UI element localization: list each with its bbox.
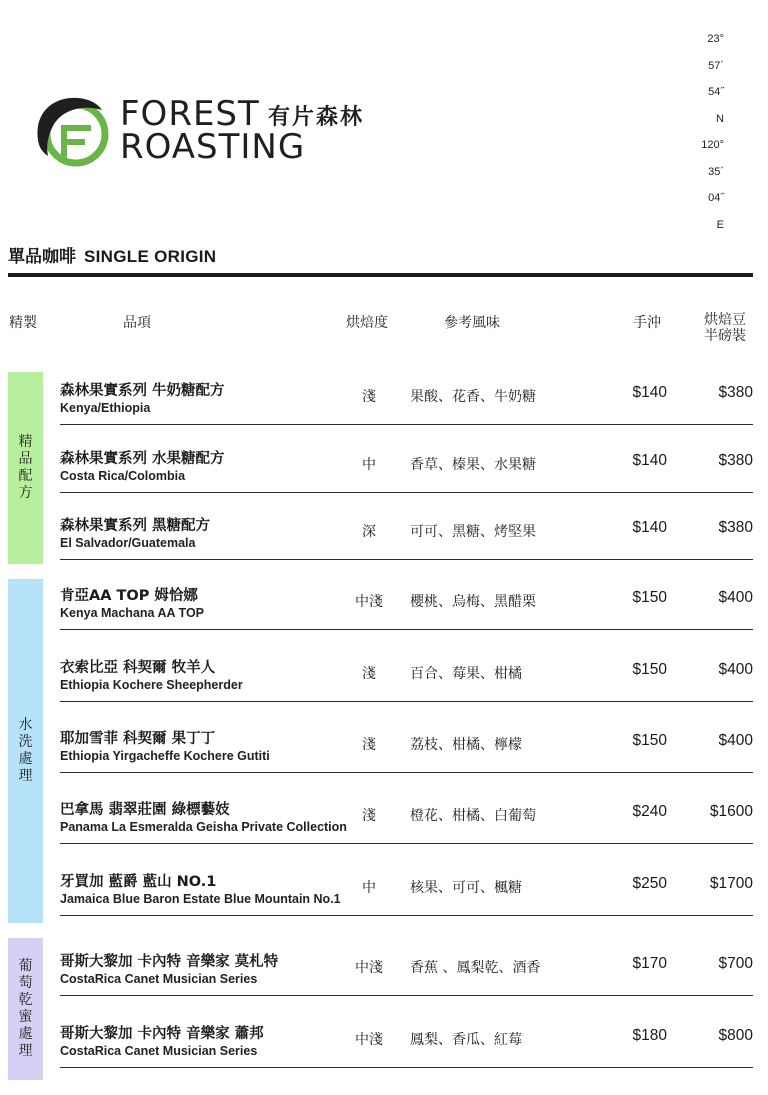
product-beans-price: $380 [718,519,753,536]
group-bar-raisin-honey [8,938,43,1080]
header-item: 品項 [123,315,151,331]
coord-lat-deg: 23° [707,33,724,45]
product-pour-over-price: $170 [632,955,667,972]
product-pour-over-price: $150 [632,732,667,749]
brand-name-line1: FOREST [120,94,260,134]
product-beans-price: $1600 [709,803,753,820]
product-row [60,423,753,493]
product-roast-level: 中淺 [355,594,383,610]
product-flavor-notes: 果酸、花香、牛奶糖 [410,389,536,405]
product-pour-over-price: $150 [632,589,667,606]
product-pour-over-price: $140 [632,452,667,469]
product-pour-over-price: $140 [632,384,667,401]
product-beans-price: $800 [718,1027,753,1044]
header-beans-line2: 半磅裝 [704,328,746,344]
section-title-en: SINGLE ORIGIN [84,247,217,266]
product-name-zh: 哥斯大黎加 卡內特 音樂家 蕭邦 [60,1026,264,1042]
product-name-en: Costa Rica/Colombia [60,469,186,483]
row-divider [60,843,753,845]
product-name-en: CostaRica Canet Musician Series [60,1044,258,1058]
group-label-raisin-honey: 葡萄乾蜜處理 [18,958,33,1059]
product-pour-over-price: $250 [632,875,667,892]
product-name-zh: 牙買加 藍爵 藍山 NO.1 [60,874,217,890]
product-name-zh: 森林果實系列 牛奶糖配方 [60,383,225,399]
product-row [60,490,753,560]
title-divider [8,273,753,277]
product-row [60,560,753,630]
coord-lat-dir: N [716,112,724,125]
coord-lon-dir: E [716,218,724,231]
product-row [60,632,753,702]
product-name-zh: 肯亞AA TOP 姆恰娜 [60,588,198,604]
product-name-en: Jamaica Blue Baron Estate Blue Mountain No.1 [60,892,341,906]
product-roast-level: 中淺 [355,960,383,976]
product-beans-price: $400 [718,661,753,678]
product-flavor-notes: 櫻桃、烏梅、黑醋栗 [410,594,536,610]
coord-lon-min: 35´ [708,165,724,178]
group-label-blend: 精品配方 [18,434,33,501]
header-beans-line1: 烘焙豆 [704,312,746,328]
product-name-zh: 衣索比亞 科契爾 牧羊人 [60,660,216,676]
product-roast-level: 淺 [362,666,376,682]
product-row [60,774,753,844]
brand-logo [30,92,380,172]
brand-name-line2: ROASTING [120,127,306,167]
forest-roasting-leaf-icon [30,92,110,172]
product-roast-level: 中 [362,880,376,896]
product-name-zh: 森林果實系列 黑糖配方 [60,518,211,534]
coord-lat-sec: 54˝ [708,86,724,98]
product-row [60,703,753,773]
header-beans [704,312,746,344]
row-divider [60,772,753,774]
product-roast-level: 淺 [362,808,376,824]
group-bar-washed [8,579,43,923]
row-divider [60,1067,753,1069]
section-title [8,242,216,267]
product-flavor-notes: 香蕉 、鳳梨乾、酒香 [410,960,541,976]
product-name-en: Ethiopia Yirgacheffe Kochere Gutiti [60,749,270,763]
product-beans-price: $1700 [709,875,753,892]
row-divider [60,629,753,631]
product-name-en: Ethiopia Kochere Sheepherder [60,678,243,692]
product-name-en: Kenya Machana AA TOP [60,606,205,620]
group-label-washed: 水洗處理 [18,717,33,784]
product-name-zh: 哥斯大黎加 卡內特 音樂家 莫札特 [60,954,279,970]
row-divider [60,915,753,917]
row-divider [60,995,753,997]
product-row [60,926,753,996]
product-beans-price: $400 [718,732,753,749]
product-flavor-notes: 荔枝、柑橘、檸檬 [410,737,522,753]
header-process: 精製 [9,315,37,331]
product-roast-level: 淺 [362,389,376,405]
product-pour-over-price: $150 [632,661,667,678]
coord-lat-min: 57´ [708,59,724,72]
row-divider [60,701,753,703]
product-beans-price: $400 [718,589,753,606]
product-beans-price: $700 [718,955,753,972]
product-beans-price: $380 [718,452,753,469]
product-name-zh: 森林果實系列 水果糖配方 [60,451,225,467]
header-roast: 烘焙度 [346,315,388,331]
coord-lon-sec: 04˝ [708,192,724,204]
product-roast-level: 中 [362,457,376,473]
coord-lon-deg: 120° [701,139,724,151]
product-flavor-notes: 鳳梨、香瓜、紅莓 [410,1032,522,1048]
product-flavor-notes: 橙花、柑橘、白葡萄 [410,808,536,824]
product-name-en: Panama La Esmeralda Geisha Private Collection [60,820,347,834]
product-beans-price: $380 [718,384,753,401]
product-name-zh: 巴拿馬 翡翠莊園 綠標藝妓 [60,802,230,818]
product-row [60,355,753,425]
product-flavor-notes: 可可、黑糖、烤堅果 [410,524,536,540]
product-flavor-notes: 百合、莓果、柑橘 [410,666,522,682]
section-title-zh: 單品咖啡 [8,247,76,267]
product-flavor-notes: 香草、榛果、水果糖 [410,457,536,473]
product-roast-level: 深 [362,524,376,540]
product-pour-over-price: $140 [632,519,667,536]
coordinates-column [701,30,724,242]
product-roast-level: 中淺 [355,1032,383,1048]
product-name-en: CostaRica Canet Musician Series [60,972,258,986]
product-row [60,846,753,916]
product-pour-over-price: $180 [632,1027,667,1044]
product-roast-level: 淺 [362,737,376,753]
product-flavor-notes: 核果、可可、楓糖 [410,880,522,896]
product-name-en: El Salvador/Guatemala [60,536,196,550]
brand-name-zh: 有片森林 [268,105,365,130]
header-flavor: 參考風味 [444,315,500,331]
group-bar-blend [8,372,43,564]
product-row [60,998,753,1068]
header-pour-over: 手沖 [633,315,661,331]
product-name-en: Kenya/Ethiopia [60,401,151,415]
product-pour-over-price: $240 [632,803,667,820]
product-name-zh: 耶加雪菲 科契爾 果丁丁 [60,731,216,747]
